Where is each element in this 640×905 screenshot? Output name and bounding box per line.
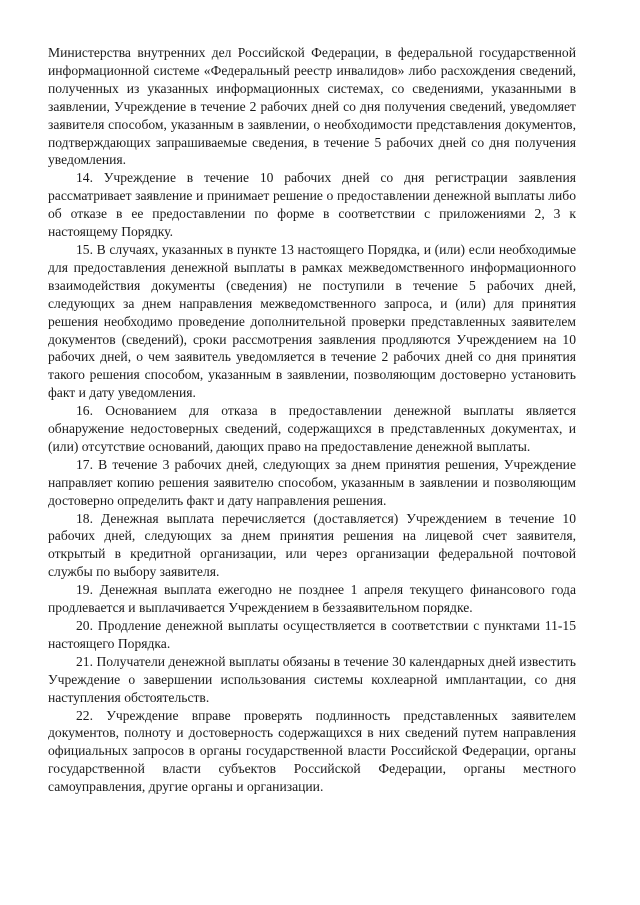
- paragraph-17: 17. В течение 3 рабочих дней, следующих за днем принятия решения, Учреждение направляет копию решения заявителю способом, указанным в заявлении и позволяющим достоверно определить факт и дату направления решения.: [48, 456, 576, 508]
- paragraph-22: 22. Учреждение вправе проверять подлинность представленных заявителем документов, полноту и достоверность содержащихся в них сведений путем направления официальных запросов в органы государственной власти Российской Федерации, органы государственной власти субъектов Российской Федерации, органы местного самоуправления, другие органы и организации.: [48, 707, 576, 795]
- paragraph-16: 16. Основанием для отказа в предоставлении денежной выплаты является обнаружение недостоверных сведений, содержащихся в представленных документах, и (или) отсутствие оснований, дающих право на предоставление денежной выплаты.: [48, 403, 576, 454]
- paragraph-19: 19. Денежная выплата ежегодно не позднее 1 апреля текущего финансового года продлевается и выплачивается Учреждением в беззаявительном порядке.: [48, 582, 576, 616]
- paragraph-15: 15. В случаях, указанных в пункте 13 настоящего Порядка, и (или) если необходимые для предоставления денежной выплаты в рамках межведомственного информационного взаимодействия документы (сведения) не поступили в течение 5 рабочих дней, следующих за днем направления межведомственного запроса, и (или) для принятия решения необходимо проведение дополнительной проверки представленных заявителем документов (сведений), сроки рассмотрения заявления продляются Учреждением на 10 рабочих дней, о чем заявитель уведомляется в течение 2 рабочих дней со дня принятия такого решения способом, указанным в заявлении, позволяющим достоверно установить факт и дату уведомления.: [48, 241, 576, 401]
- document-page: [48, 44, 576, 796]
- paragraph-continuation: Министерства внутренних дел Российской Федерации, в федеральной государственной информационной системе «Федеральный реестр инвалидов» либо расхождения сведений, полученных из указанных информационных системах, со сведениями, указанными в заявлении, Учреждение в течение 2 рабочих дней со дня получения сведений, уведомляет заявителя способом, указанным в заявлении, о необходимости представления документов, подтверждающих запрашиваемые сведения, в течение 5 рабочих дней со дня получения уведомления.: [48, 45, 576, 168]
- paragraph-21: 21. Получатели денежной выплаты обязаны в течение 30 календарных дней известить Учреждение о завершении использования системы кохлеарной имплантации, со дня наступления обстоятельств.: [48, 653, 576, 705]
- paragraph-18: 18. Денежная выплата перечисляется (доставляется) Учреждением в течение 10 рабочих дней, следующих за днем принятия решения на лицевой счет заявителя, открытый в кредитной организации, или через организации федеральной почтовой службы по выбору заявителя.: [48, 510, 576, 580]
- paragraph-14: 14. Учреждение в течение 10 рабочих дней со дня регистрации заявления рассматривает заявление и принимает решение о предоставлении денежной выплаты либо об отказе в ее предоставлении по форме в соответствии с приложениями 2, 3 к настоящему Порядку.: [48, 170, 576, 240]
- paragraph-20: 20. Продление денежной выплаты осуществляется в соответствии с пунктами 11-15 настоящего Порядка.: [48, 618, 576, 651]
